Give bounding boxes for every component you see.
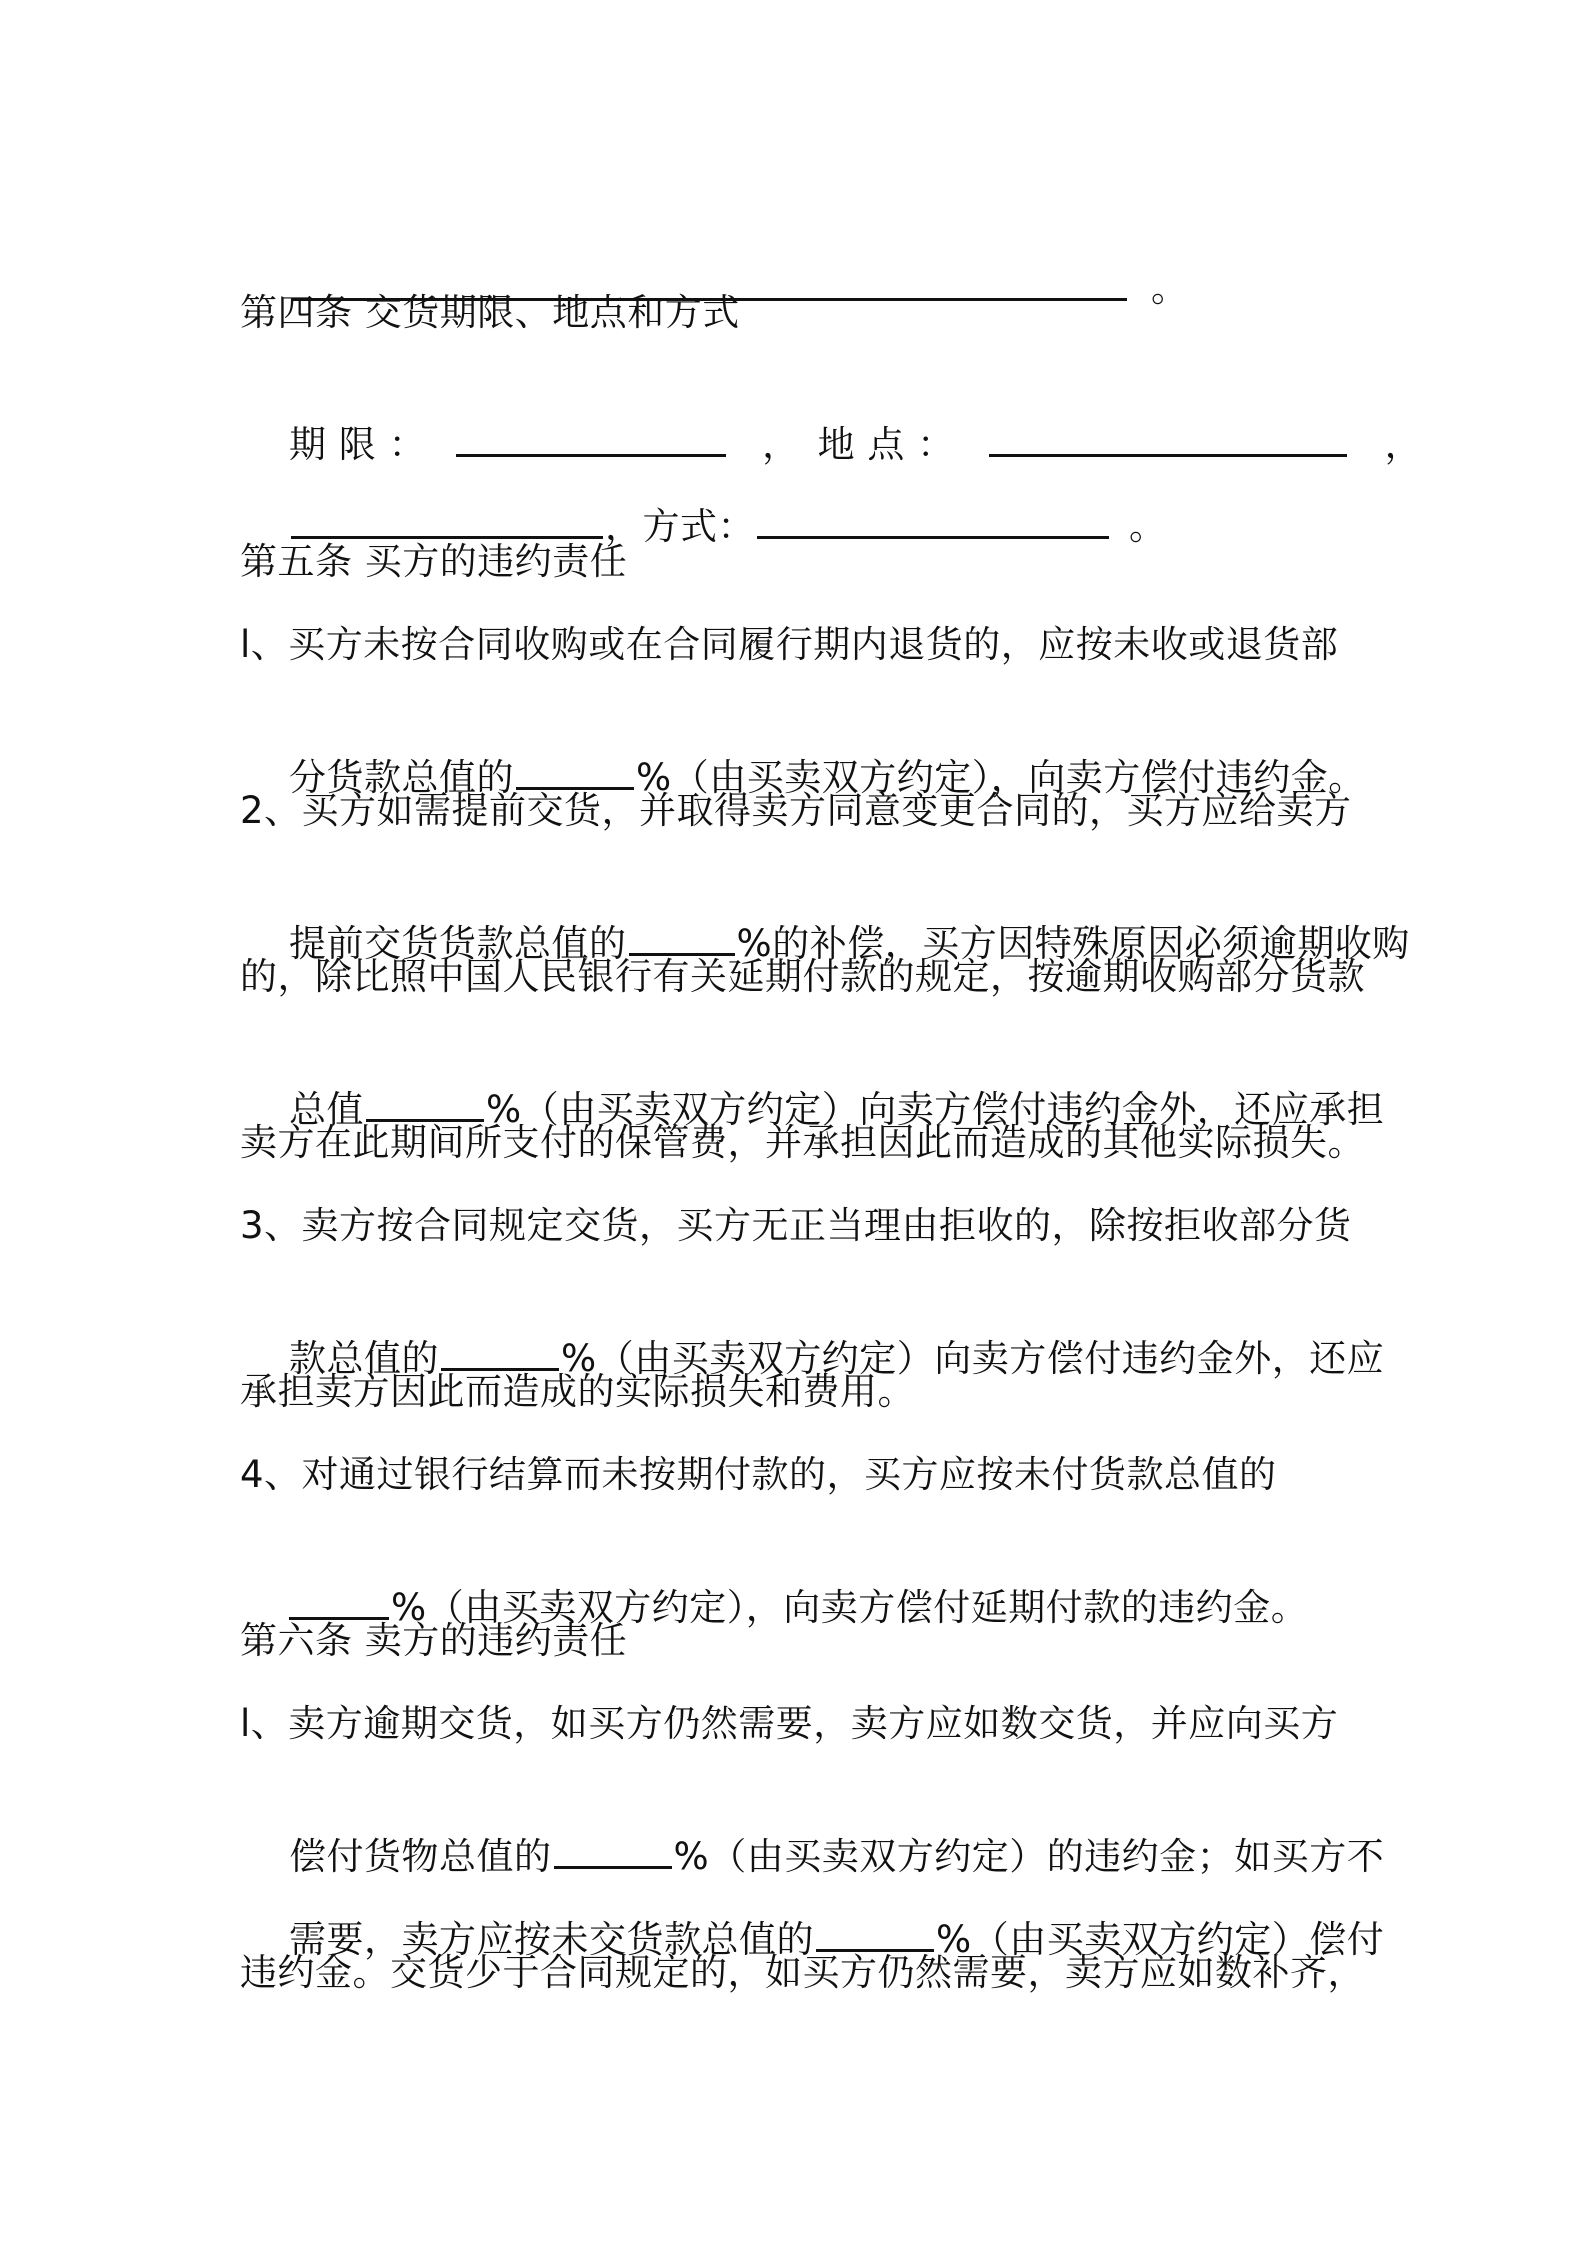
text: %（由买卖双方约定），向卖方偿付违约金。	[636, 756, 1366, 799]
percent-blank	[629, 919, 735, 956]
period-mark: 。	[1151, 267, 1189, 310]
text: %（由买卖双方约定）向卖方偿付违约金外，还应承担	[486, 1088, 1385, 1131]
article-5-p3-line: 承担卖方因此而造成的实际损失和费用。	[240, 1370, 915, 1413]
text: 提前交货货款总值的	[289, 922, 627, 965]
percent-blank	[366, 1085, 484, 1122]
percent-blank	[816, 1915, 934, 1952]
percent-blank	[289, 1583, 389, 1620]
text: 分货款总值的	[289, 756, 515, 799]
text: 款总值的	[289, 1337, 440, 1380]
text: %的补偿，买方因特殊原因必须逾期收购	[736, 922, 1410, 965]
article-5-p2-line: 卖方在此期间所支付的保管费，并承担因此而造成的其他实际损失。	[240, 1121, 1365, 1164]
percent-blank	[441, 1334, 559, 1371]
article-4-heading: 第四条 交货期限、地点和方式	[240, 291, 740, 334]
text: %（由买卖双方约定）向卖方偿付违约金外，还应	[561, 1337, 1385, 1380]
place-label: 地 点 ：	[817, 423, 955, 466]
text: %（由买卖双方约定），向卖方偿付延期付款的违约金。	[391, 1586, 1309, 1629]
term-label: 期 限 ：	[289, 423, 427, 466]
text: %（由买卖双方约定）偿付	[936, 1918, 1385, 1961]
comma: ，	[762, 423, 800, 466]
method-label: ，方式：	[605, 505, 756, 548]
text: %（由买卖双方约定）的违约金；如买方不	[673, 1835, 1385, 1878]
article-5-p4-line: 4、对通过银行结算而未按期付款的，买方应按未付货款总值的	[240, 1453, 1277, 1496]
percent-blank	[554, 1832, 672, 1869]
article-5-p3-line: 3、卖方按合同规定交货，买方无正当理由拒收的，除按拒收部分货	[240, 1204, 1352, 1247]
percent-blank	[516, 753, 634, 790]
text: 需要，卖方应按未交货款总值的	[289, 1918, 815, 1961]
article-6-p1-line: 违约金。交货少于合同规定的，如买方仍然需要，卖方应如数补齐，	[240, 1951, 1365, 1994]
article-6-p1-line: l、卖方逾期交货，如买方仍然需要，卖方应如数交货，并应向买方	[240, 1702, 1339, 1745]
article-6-heading: 第六条 卖方的违约责任	[240, 1619, 628, 1662]
article-5-heading: 第五条 买方的违约责任	[240, 540, 628, 583]
text: 总值	[289, 1088, 365, 1131]
comma: ，	[1384, 423, 1423, 466]
article-5-p2-line: 的，除比照中国人民银行有关延期付款的规定，按逾期收购部分货款	[240, 955, 1365, 998]
period-mark: 。	[1129, 505, 1167, 548]
method-blank	[757, 502, 1109, 539]
article-5-p1-line: l、买方未按合同收购或在合同履行期内退货的，应按未收或退货部	[240, 623, 1339, 666]
article-5-p2-line: 2、买方如需提前交货，并取得卖方同意变更合同的，买方应给卖方	[240, 789, 1352, 832]
text: 偿付货物总值的	[289, 1835, 552, 1878]
place-blank-cont	[291, 502, 603, 539]
